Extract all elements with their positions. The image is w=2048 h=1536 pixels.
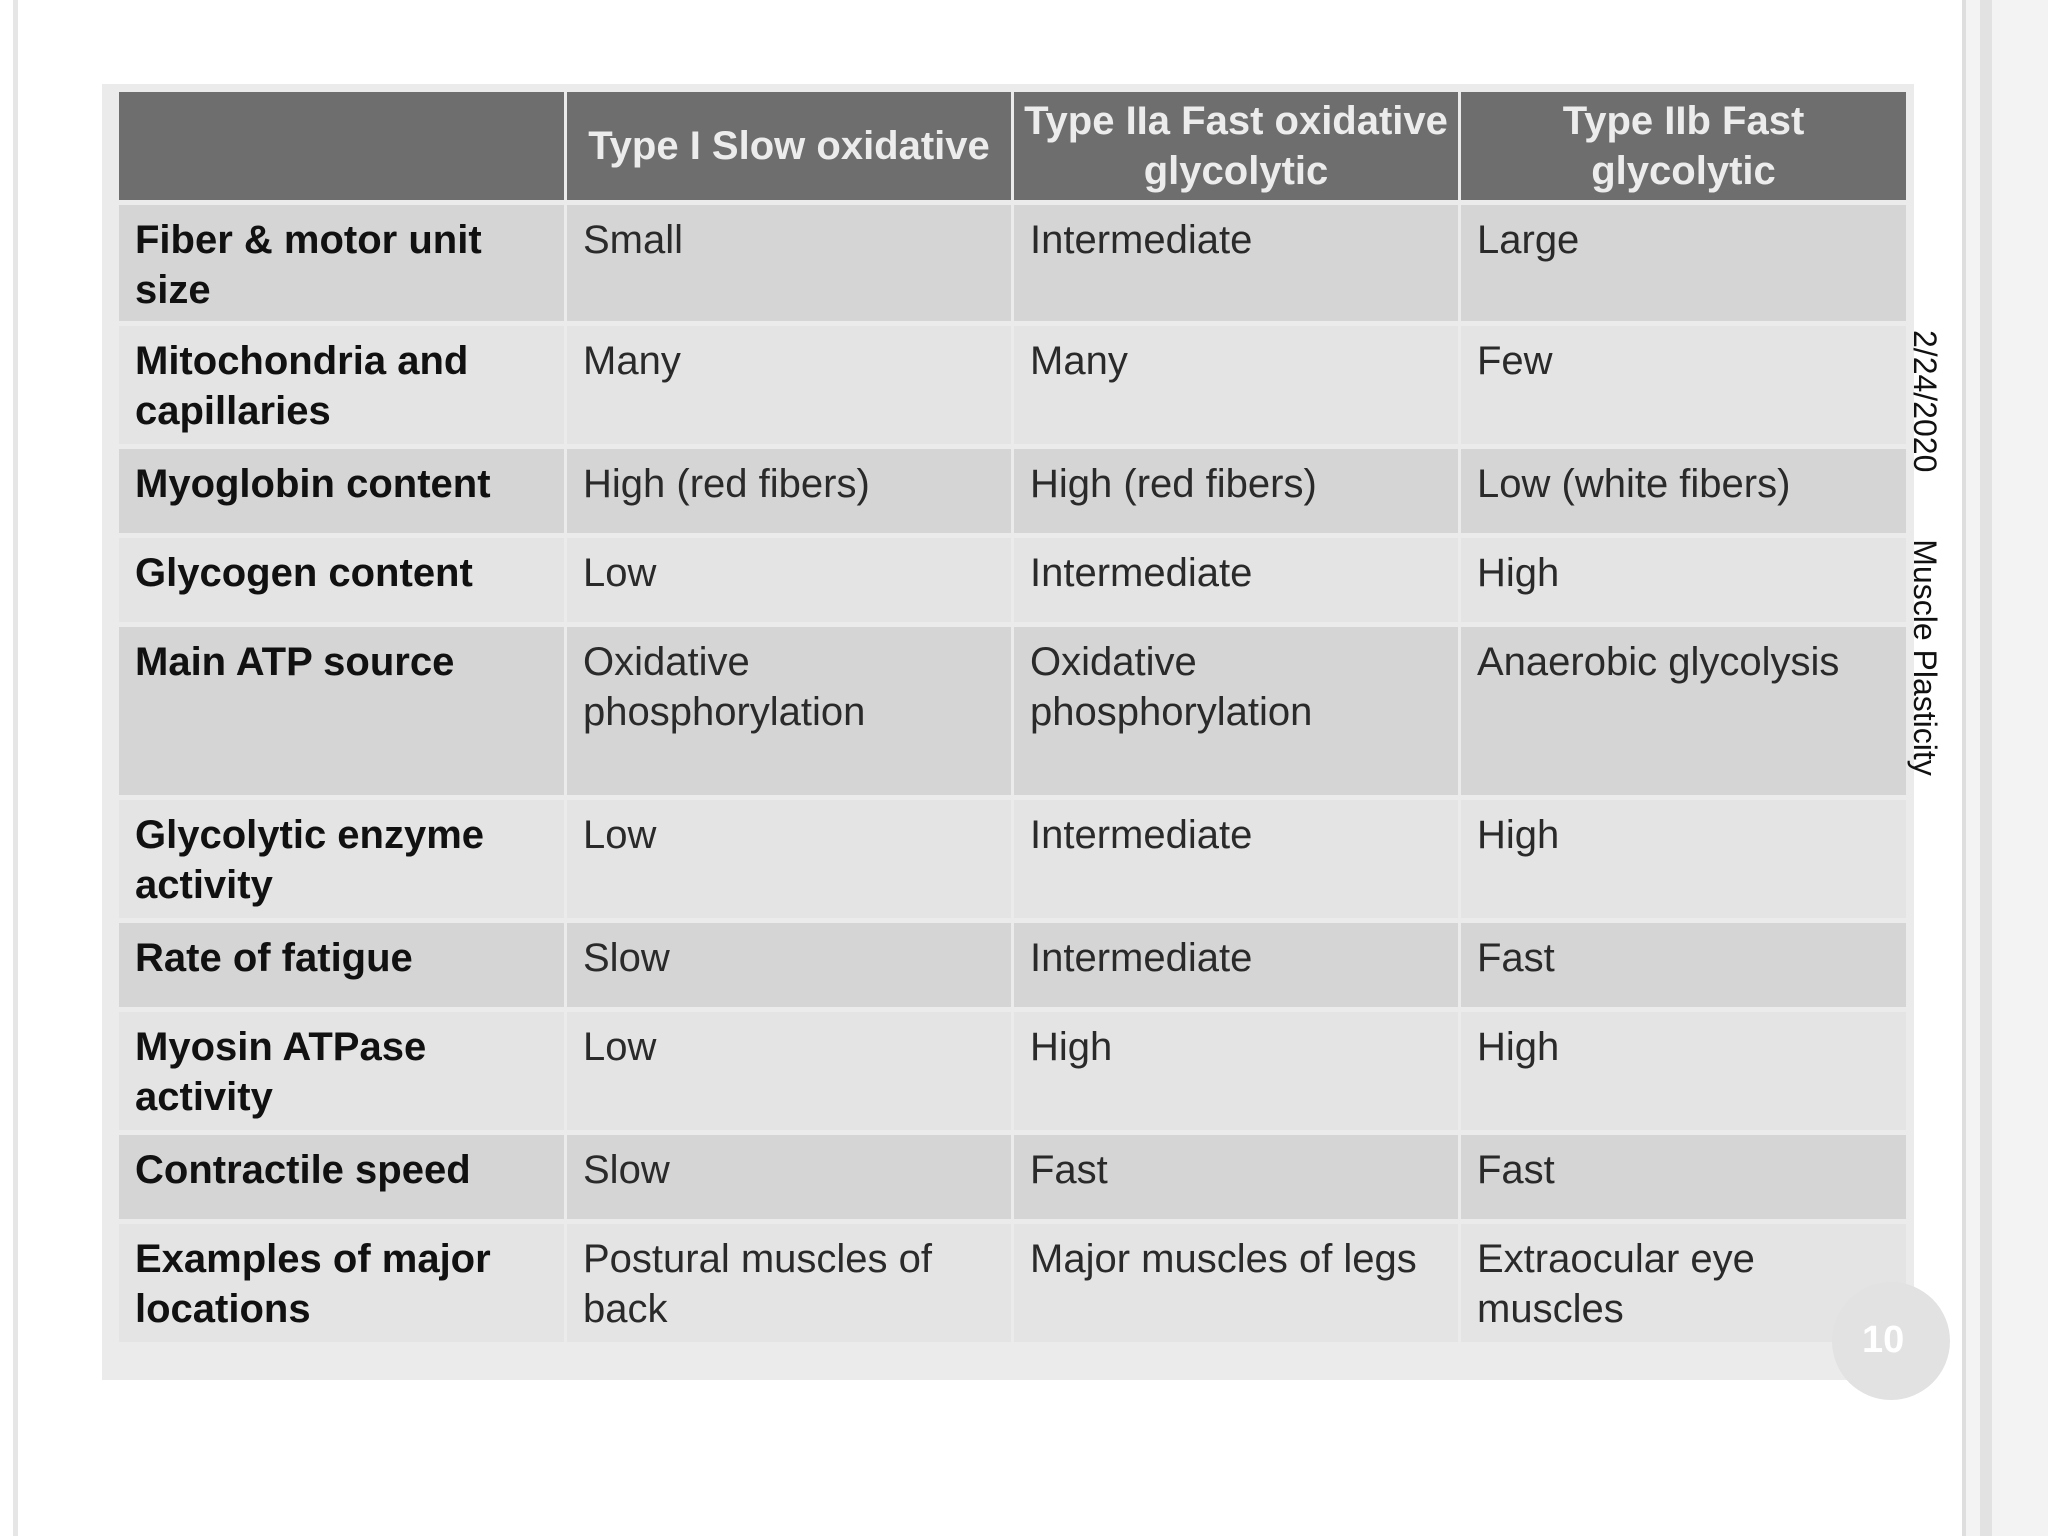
- table-cell: Fast: [1461, 1135, 1906, 1219]
- header-type-i: Type I Slow oxidative: [567, 92, 1011, 200]
- table-cell: High: [1461, 538, 1906, 622]
- right-border-band: [1980, 0, 1992, 1536]
- row-label: Fiber & motor unit size: [119, 205, 564, 321]
- slide-footer-vertical: [1902, 330, 1948, 850]
- table-cell: Large: [1461, 205, 1906, 321]
- table-cell: High (red fibers): [567, 449, 1011, 533]
- table-row: [119, 627, 1906, 795]
- row-label: Myoglobin content: [119, 449, 564, 533]
- table-cell: Anaerobic glycolysis: [1461, 627, 1906, 795]
- table-row: [119, 1224, 1906, 1342]
- table-cell: Small: [567, 205, 1011, 321]
- table-cell: Oxidative phosphorylation: [1014, 627, 1458, 795]
- table-cell: Fast: [1014, 1135, 1458, 1219]
- row-label: Myosin ATPase activity: [119, 1012, 564, 1130]
- table-cell: Many: [1014, 326, 1458, 444]
- table-row: [119, 923, 1906, 1007]
- table-cell: Low: [567, 1012, 1011, 1130]
- table-cell: Many: [567, 326, 1011, 444]
- table-cell: Major muscles of legs: [1014, 1224, 1458, 1342]
- table-cell: High (red fibers): [1014, 449, 1458, 533]
- table-cell: Low: [567, 800, 1011, 918]
- table-row: [119, 800, 1906, 918]
- table-cell: Few: [1461, 326, 1906, 444]
- row-label: Glycolytic enzyme activity: [119, 800, 564, 918]
- table-cell: Slow: [567, 923, 1011, 1007]
- table-cell: High: [1461, 1012, 1906, 1130]
- table-cell: Fast: [1461, 923, 1906, 1007]
- table-cell: Slow: [567, 1135, 1011, 1219]
- table-row: [119, 449, 1906, 533]
- row-label: Main ATP source: [119, 627, 564, 795]
- header-type-iib: Type IIb Fast glycolytic: [1461, 92, 1906, 200]
- table-row: [119, 1135, 1906, 1219]
- table-cell: Intermediate: [1014, 800, 1458, 918]
- table-cell: Intermediate: [1014, 923, 1458, 1007]
- slide-date: 2/24/2020: [1907, 330, 1943, 473]
- table-cell: Extraocular eye muscles: [1461, 1224, 1906, 1342]
- right-border-line: [1962, 0, 1966, 1536]
- fiber-type-table: [116, 87, 1909, 1347]
- table-cell: Low (white fibers): [1461, 449, 1906, 533]
- table-row: [119, 1012, 1906, 1130]
- table-header-row: [119, 92, 1906, 200]
- row-label: Rate of fatigue: [119, 923, 564, 1007]
- slide-title: Muscle Plasticity: [1907, 539, 1943, 776]
- right-side-panel: [1962, 0, 2048, 1536]
- row-label: Examples of major locations: [119, 1224, 564, 1342]
- table-cell: High: [1014, 1012, 1458, 1130]
- row-label: Mitochondria and capillaries: [119, 326, 564, 444]
- left-border-line: [13, 0, 18, 1536]
- page-number: 10: [1862, 1319, 1905, 1361]
- table-cell: Oxidative phosphorylation: [567, 627, 1011, 795]
- row-label: Glycogen content: [119, 538, 564, 622]
- table-cell: Postural muscles of back: [567, 1224, 1011, 1342]
- table-cell: High: [1461, 800, 1906, 918]
- table-cell: Intermediate: [1014, 538, 1458, 622]
- row-label: Contractile speed: [119, 1135, 564, 1219]
- table-row: [119, 205, 1906, 321]
- table-row: [119, 538, 1906, 622]
- header-cell-empty: [119, 92, 564, 200]
- table-row: [119, 326, 1906, 444]
- header-type-iia: Type IIa Fast oxidative glycolytic: [1014, 92, 1458, 200]
- fiber-type-table-frame: [102, 84, 1914, 1380]
- table-cell: Low: [567, 538, 1011, 622]
- table-cell: Intermediate: [1014, 205, 1458, 321]
